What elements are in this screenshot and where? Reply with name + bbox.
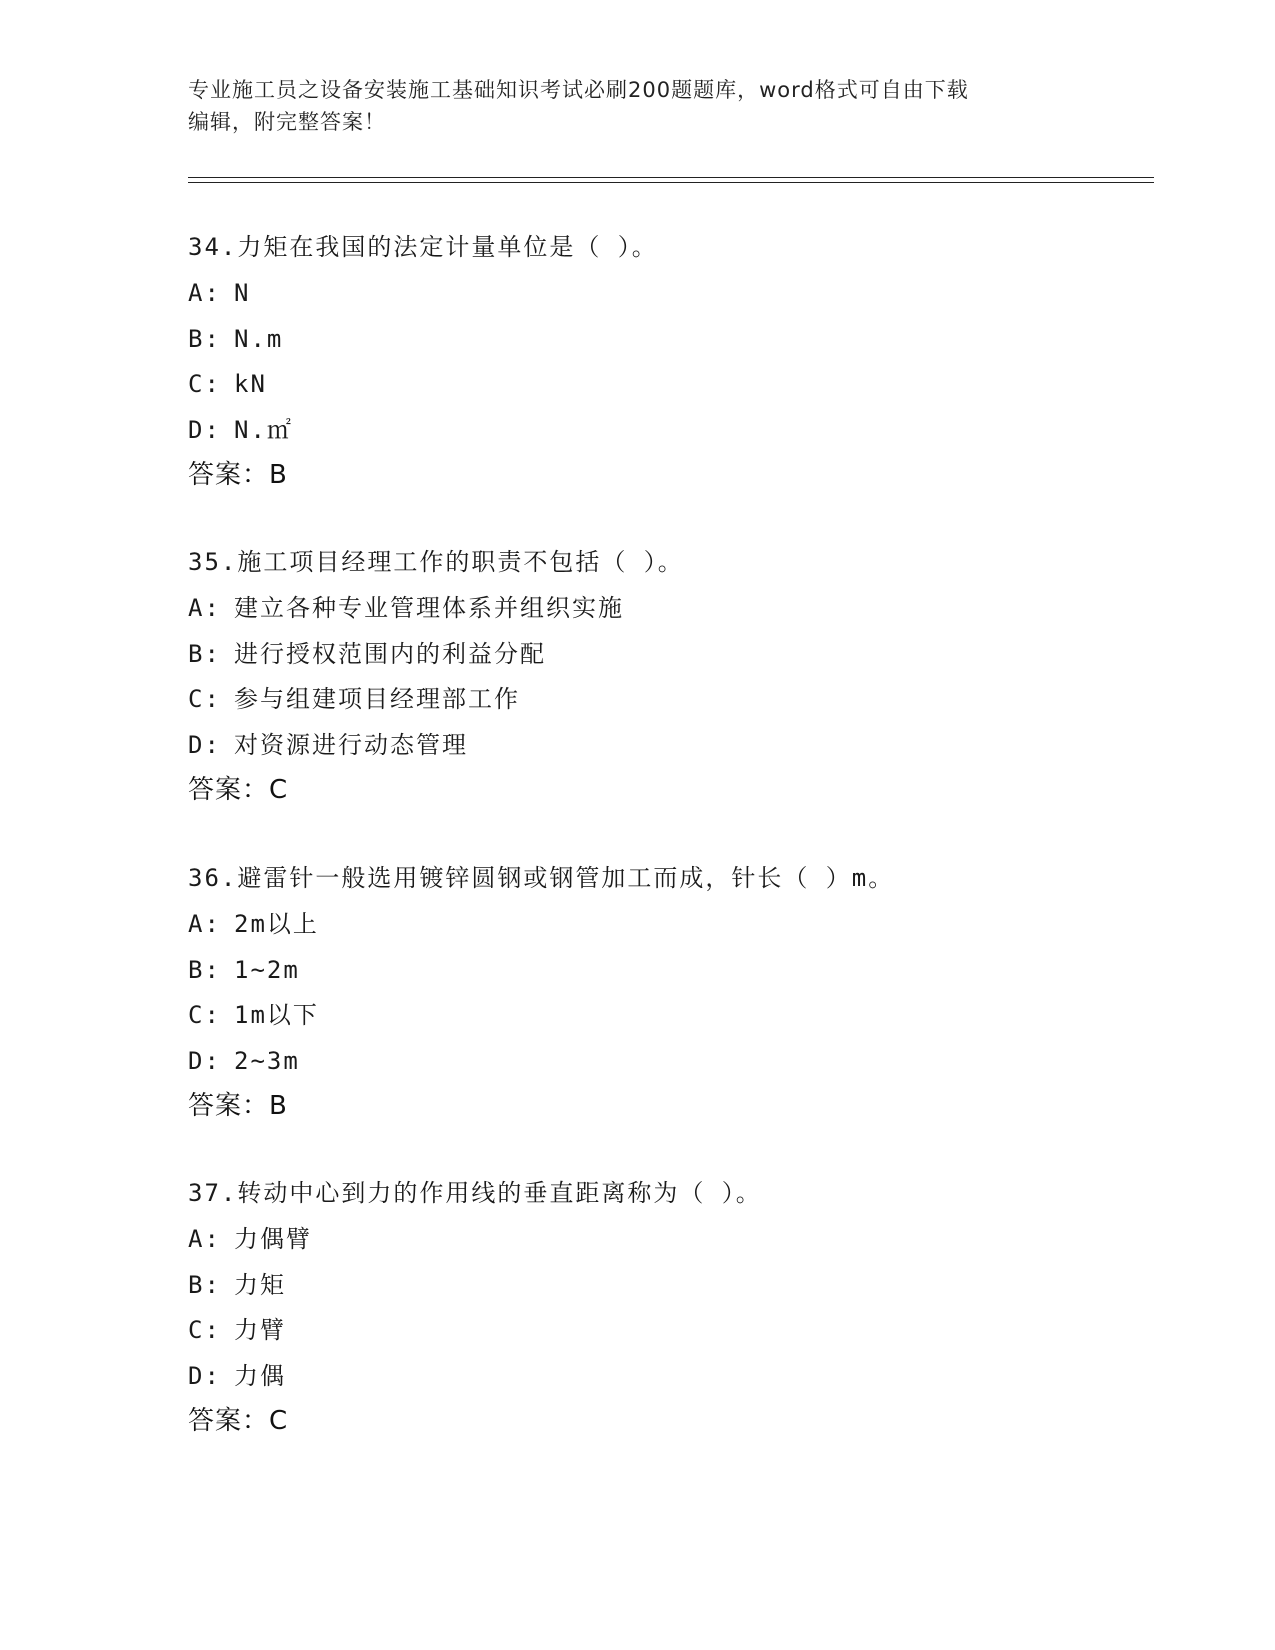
option-d <box>188 1045 1128 1091</box>
option-text: 力偶 <box>234 1361 286 1390</box>
question-block-34 <box>188 231 1128 499</box>
option-letter: C: <box>188 1001 221 1029</box>
question-text: 37.转动中心到力的作用线的垂直距离称为（ ）。 <box>188 1179 762 1207</box>
answer-label: 答案： <box>188 775 270 805</box>
answer-value: B <box>269 1091 288 1121</box>
option-d <box>188 414 1128 460</box>
option-text: N <box>234 279 251 307</box>
option-letter: B: <box>188 324 221 353</box>
header-title-line-1: 专业施工员之设备安装施工基础知识考试必刷200题题库，word格式可自由下载 <box>188 78 969 102</box>
header-title-line-2: 编辑，附完整答案！ <box>188 110 386 134</box>
option-text: N.㎡ <box>234 415 293 444</box>
option-text: N.m <box>234 324 284 353</box>
option-letter: D: <box>188 1046 221 1075</box>
option-a <box>188 277 1128 323</box>
option-text: 力偶臂 <box>234 1225 312 1253</box>
option-text: 对资源进行动态管理 <box>234 730 468 759</box>
option-letter: A: <box>188 594 221 622</box>
question-block-36 <box>188 862 1128 1130</box>
answer-label: 答案： <box>188 1406 270 1436</box>
option-b <box>188 323 1128 369</box>
option-a <box>188 908 1128 954</box>
option-text: 进行授权范围内的利益分配 <box>234 639 546 668</box>
answer-value: C <box>269 1406 289 1436</box>
option-c <box>188 999 1128 1045</box>
header-divider-bottom <box>188 182 1154 183</box>
question-text: 35.施工项目经理工作的职责不包括（ ）。 <box>188 548 684 576</box>
option-letter: A: <box>188 1225 221 1253</box>
question-text: 36.避雷针一般选用镀锌圆钢或钢管加工而成，针长（ ）m。 <box>188 864 895 892</box>
option-b <box>188 638 1128 684</box>
option-text: 2~3m <box>234 1046 300 1075</box>
option-text: 1~2m <box>234 955 300 984</box>
option-letter: B: <box>188 1270 221 1299</box>
question-block-35 <box>188 546 1128 814</box>
answer-line <box>188 1090 1128 1130</box>
option-a <box>188 1223 1128 1269</box>
option-text: 建立各种专业管理体系并组织实施 <box>234 594 624 622</box>
option-letter: D: <box>188 730 221 759</box>
option-text: 力臂 <box>234 1316 286 1344</box>
option-text: 2m以上 <box>234 910 319 938</box>
option-c <box>188 368 1128 414</box>
answer-label: 答案： <box>188 460 270 490</box>
option-a <box>188 592 1128 638</box>
answer-line <box>188 459 1128 499</box>
answer-value: B <box>269 460 288 490</box>
option-letter: A: <box>188 279 221 307</box>
header-divider-top <box>188 177 1154 178</box>
option-letter: A: <box>188 910 221 938</box>
answer-label: 答案： <box>188 1091 270 1121</box>
option-d <box>188 729 1128 775</box>
option-letter: B: <box>188 639 221 668</box>
option-b <box>188 1269 1128 1315</box>
option-text: 参与组建项目经理部工作 <box>234 685 520 713</box>
option-text: 1m以下 <box>234 1001 319 1029</box>
option-letter: C: <box>188 1316 221 1344</box>
answer-value: C <box>269 775 289 805</box>
option-c <box>188 683 1128 729</box>
option-b <box>188 954 1128 1000</box>
option-text: 力矩 <box>234 1270 286 1299</box>
option-letter: D: <box>188 1361 221 1390</box>
answer-line <box>188 774 1128 814</box>
option-letter: B: <box>188 955 221 984</box>
answer-line <box>188 1405 1128 1445</box>
question-block-37 <box>188 1177 1128 1445</box>
option-letter: C: <box>188 685 221 713</box>
option-text: kN <box>234 370 267 398</box>
option-letter: D: <box>188 415 221 444</box>
option-letter: C: <box>188 370 221 398</box>
question-text: 34.力矩在我国的法定计量单位是（ ）。 <box>188 233 658 261</box>
option-d <box>188 1360 1128 1406</box>
document-header <box>188 74 1088 138</box>
option-c <box>188 1314 1128 1360</box>
